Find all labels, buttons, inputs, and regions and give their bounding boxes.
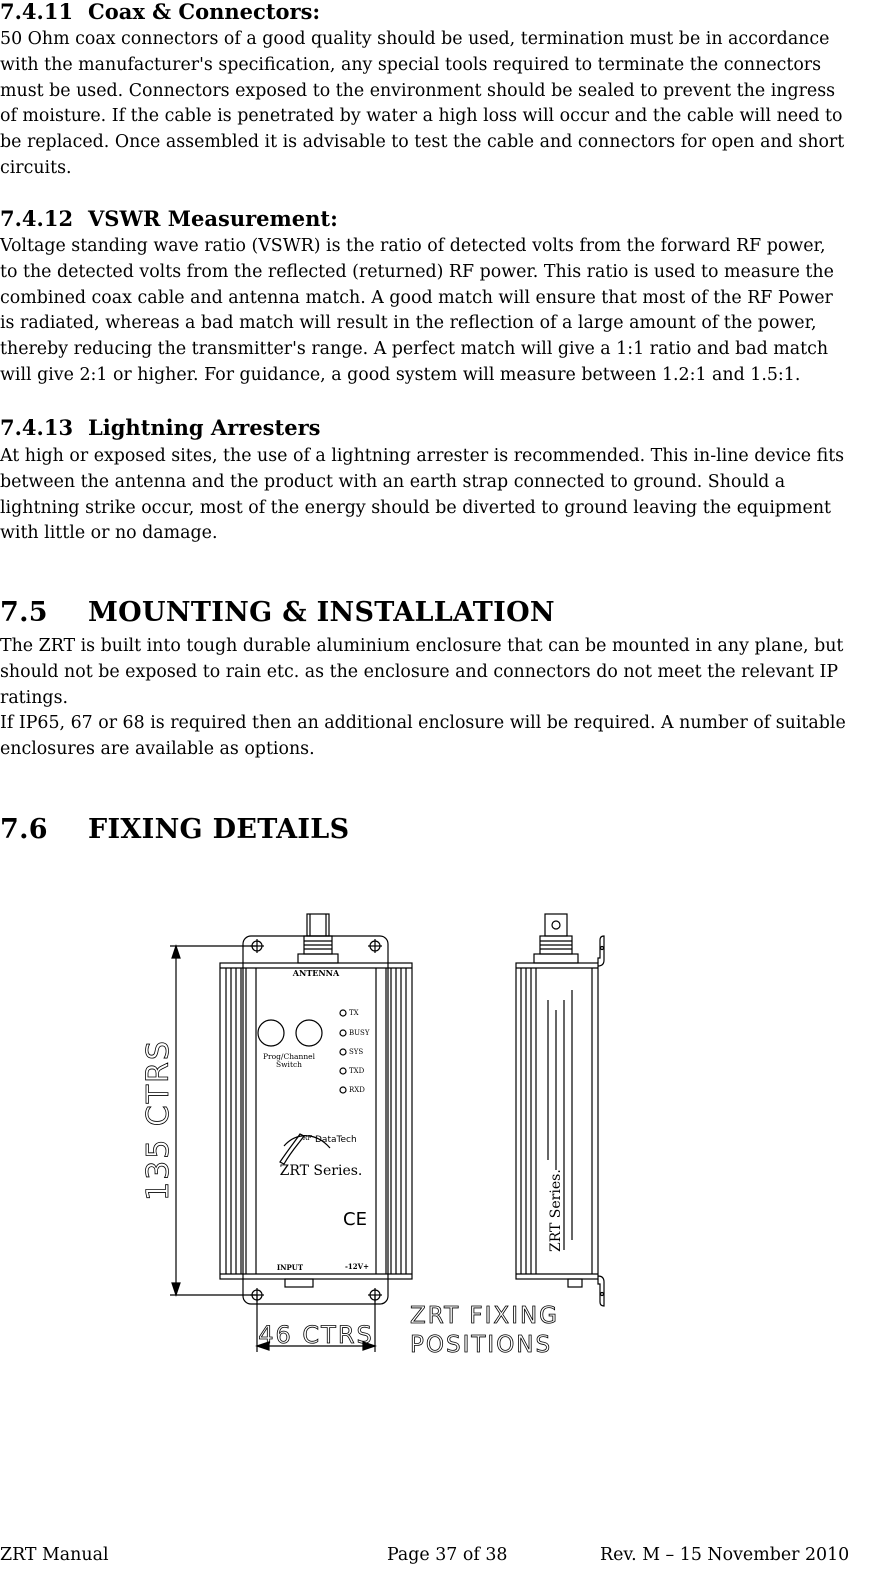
ce-mark: CE: [343, 1209, 367, 1230]
dimension-height: [170, 946, 257, 1295]
switch-label-line2: Switch: [275, 1060, 303, 1069]
bnc-connector-side: [534, 914, 578, 963]
led-label-rxd: RXD: [349, 1086, 365, 1094]
text-line: lightning strike occur, most of the energy should be diverted to ground leaving the equipment: [0, 497, 832, 518]
series-label-side: ZRT Series.: [548, 1169, 564, 1252]
text-line: thereby reducing the transmitter's range. A perfect match will give a 1:1 ratio and bad match: [0, 339, 829, 360]
input-label: INPUT: [276, 1263, 304, 1272]
text-line: At high or exposed sites, the use of a lightning arrester is recommended. This in-line device fits: [0, 446, 845, 466]
footer-page-number: Page 37 of 38: [387, 1545, 508, 1565]
text-line: combined coax cable and antenna match. A good match will ensure that most of the RF Power: [0, 287, 833, 308]
dimension-width-label: 46 CTRS: [258, 1321, 374, 1349]
heading-fixing-details: [0, 815, 349, 845]
text-line: ratings.: [0, 687, 69, 708]
section-number: 7.4.12: [0, 206, 74, 231]
caption-line2: POSITIONS: [410, 1332, 553, 1358]
paragraph-vswr-measurement: [0, 234, 880, 389]
section-title: Lightning Arresters: [88, 415, 321, 440]
heading-coax-connectors: [0, 0, 320, 24]
section-title: VSWR Measurement:: [88, 206, 338, 231]
brand-name: DataTech: [315, 1135, 357, 1145]
text-line: should not be exposed to rain etc. as the enclosure and connectors do not meet the relevant IP: [0, 661, 839, 682]
led-label-txd: TXD: [349, 1067, 365, 1075]
section-title: MOUNTING & INSTALLATION: [88, 597, 555, 628]
dimension-height-label: 135 CTRS: [141, 1039, 176, 1201]
caption-line1: ZRT FIXING: [410, 1303, 560, 1329]
text-line: of moisture. If the cable is penetrated by water a high loss will occur and the cable will need to: [0, 106, 843, 127]
text-line: will give 2:1 or higher. For guidance, a good system will measure between 1.2:1 and 1.5:1.: [0, 364, 801, 385]
text-line: enclosures are available as options.: [0, 739, 315, 760]
heading-lightning-arresters: [0, 416, 320, 440]
side-fins-left: [521, 968, 536, 1274]
led-label-busy: BUSY: [349, 1029, 370, 1037]
fixing-holes: [250, 939, 382, 1302]
switch-label-line1: Prog/Channel: [262, 1052, 316, 1061]
channel-switch: [296, 1020, 322, 1046]
brand-logo-swoosh: [280, 1134, 304, 1164]
text-line: with the manufacturer's specification, any special tools required to terminate the connectors: [0, 54, 822, 75]
text-line: is radiated, whereas a bad match will result in the reflection of a large amount of the power,: [0, 313, 817, 334]
section-number: 7.4.13: [0, 415, 74, 440]
mounting-flange: [243, 936, 388, 1304]
text-line: between the antenna and the product with an earth strap connected to ground. Should a: [0, 471, 786, 492]
input-connector: [285, 1279, 313, 1287]
text-line: with little or no damage.: [0, 523, 218, 544]
led-label-tx: TX: [349, 1009, 359, 1017]
led-indicators: [340, 1010, 346, 1093]
cooling-fins-right: [386, 968, 406, 1274]
paragraph-mounting-installation: [0, 634, 880, 763]
heading-vswr-measurement: [0, 207, 338, 231]
side-bracket-bottom: [598, 1276, 604, 1306]
footer-revision: Rev. M – 15 November 2010: [600, 1545, 850, 1565]
footer-document-title: ZRT Manual: [0, 1545, 109, 1565]
text-line: circuits.: [0, 157, 72, 178]
side-input-connector: [568, 1279, 582, 1287]
bnc-connector-front: [298, 914, 338, 963]
text-line: 50 Ohm coax connectors of a good quality should be used, termination must be in accordance: [0, 29, 830, 49]
section-number: 7.4.11: [0, 0, 74, 24]
paragraph-lightning-arresters: [0, 444, 880, 547]
section-number: 7.5: [0, 597, 48, 628]
power-label: -12V+: [345, 1262, 369, 1271]
text-line: be replaced. Once assembled it is advisable to test the cable and connectors for open and short: [0, 132, 845, 153]
brand-rf: RF: [303, 1135, 312, 1142]
prog-switch: [258, 1020, 284, 1046]
text-line: The ZRT is built into tough durable aluminium enclosure that can be mounted in any plane, but: [0, 636, 844, 656]
section-title: Coax & Connectors:: [88, 0, 321, 24]
text-line: to the detected volts from the reflected (returned) RF power. This ratio is used to measure the: [0, 261, 834, 282]
heading-mounting-installation: [0, 598, 555, 628]
fixing-details-drawing: [0, 900, 882, 1370]
series-label-front: ZRT Series.: [279, 1163, 363, 1179]
section-title: FIXING DETAILS: [88, 814, 350, 845]
text-line: must be used. Connectors exposed to the environment should be sealed to prevent the ingress: [0, 80, 836, 101]
led-label-sys: SYS: [349, 1048, 364, 1056]
enclosure-body: [220, 963, 412, 1279]
side-bracket-top: [598, 936, 604, 966]
paragraph-coax-connectors: [0, 27, 880, 182]
text-line: Voltage standing wave ratio (VSWR) is the ratio of detected volts from the forward RF power,: [0, 236, 826, 256]
section-number: 7.6: [0, 814, 48, 845]
antenna-label: ANTENNA: [292, 968, 340, 978]
text-line: If IP65, 67 or 68 is required then an additional enclosure will be required. A number of suitable: [0, 713, 846, 734]
